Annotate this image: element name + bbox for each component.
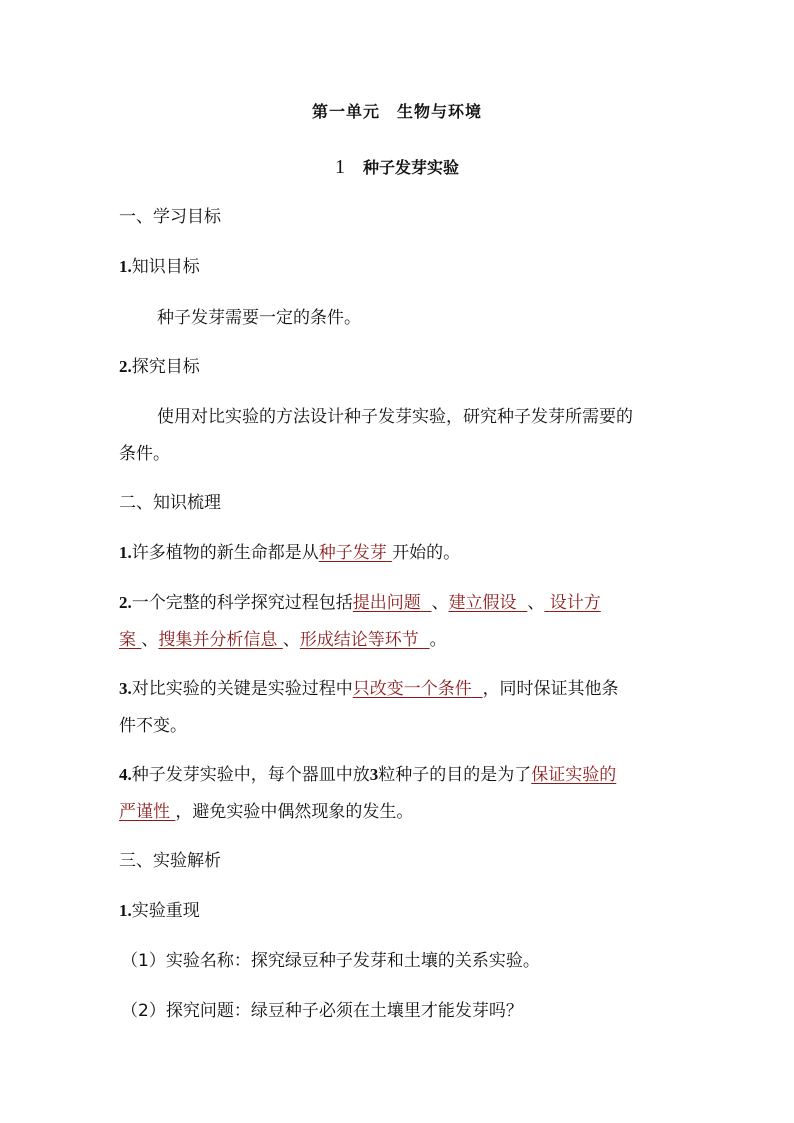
answer-blank: 案 — [119, 630, 136, 650]
question-2-line2: 案 、搜集并分析信息 、形成结论等环节 。 — [119, 630, 447, 650]
answer-blank: 搜集并分析信息 — [158, 630, 278, 650]
lesson-number: 1 — [334, 156, 345, 178]
subheading-text: 知识目标 — [131, 257, 200, 277]
question-3-line2: 件不变。 — [119, 716, 187, 736]
item-number: 1. — [119, 543, 132, 562]
answer-blank: 保证实验的 — [531, 765, 617, 785]
subheading-knowledge-goal — [119, 255, 200, 279]
question-text: 开始的。 — [392, 543, 461, 563]
answer-blank: 种子发芽 — [318, 543, 387, 563]
answer-blank: 提出问题 — [352, 593, 421, 613]
experiment-question: （2）探究问题：绿豆种子必须在土壤里才能发芽吗？ — [121, 1001, 523, 1021]
item-number: 3. — [119, 679, 132, 698]
paragraph-inquiry-goal-line1: 使用对比实验的方法设计种子发芽实验，研究种子发芽所需要的 — [157, 407, 633, 427]
answer-blank: 形成结论等环节 — [299, 630, 419, 650]
section-heading-experiment: 三、实验解析 — [119, 851, 221, 871]
experiment-name: （1）实验名称：探究绿豆种子发芽和土壤的关系实验。 — [121, 951, 540, 971]
question-2-line1: 2.一个完整的科学探究过程包括提出问题 、建立假设 、 设计方 — [119, 593, 601, 613]
answer-blank: 建立假设 — [448, 593, 517, 613]
lesson-name: 种子发芽实验 — [362, 158, 459, 177]
subheading-inquiry-goal — [119, 355, 200, 379]
lesson-title — [0, 154, 794, 181]
question-text: ，避免实验中偶然现象的发生。 — [175, 802, 414, 822]
subheading-text: 探究目标 — [131, 357, 200, 377]
unit-title: 第一单元 生物与环境 — [311, 102, 482, 121]
paragraph-knowledge-goal: 种子发芽需要一定的条件。 — [157, 308, 361, 328]
question-4-line1 — [119, 763, 616, 787]
answer-blank: 设计方 — [549, 593, 601, 613]
question-text: ，同时保证其他条 — [482, 679, 619, 699]
answer-blank: 只改变一个条件 — [352, 679, 472, 699]
question-text: 许多植物的新生命都是从 — [131, 543, 319, 563]
question-3-line1 — [119, 677, 619, 701]
paragraph-inquiry-goal-line2: 条件。 — [119, 444, 170, 464]
item-number: 2. — [119, 357, 132, 376]
item-number: 1. — [119, 901, 132, 920]
section-heading-knowledge: 二、知识梳理 — [119, 493, 221, 513]
question-text: 种子发芽实验中，每个器皿中放 — [131, 765, 370, 785]
subheading-experiment-recap — [119, 899, 200, 923]
item-number: 4. — [119, 765, 132, 784]
question-text: 一个完整的科学探究过程包括 — [131, 593, 353, 613]
subheading-text: 实验重现 — [131, 901, 200, 921]
question-text: 对比实验的关键是实验过程中 — [131, 679, 353, 699]
item-number: 2. — [119, 593, 132, 612]
question-text: 粒种子的目的是为了 — [378, 765, 532, 785]
question-4-line2 — [119, 800, 413, 824]
section-heading-goals: 一、学习目标 — [119, 207, 221, 227]
answer-blank: 严谨性 — [119, 802, 170, 822]
seed-count: 3 — [369, 765, 379, 784]
question-1 — [119, 541, 460, 565]
item-number: 1. — [119, 257, 132, 276]
